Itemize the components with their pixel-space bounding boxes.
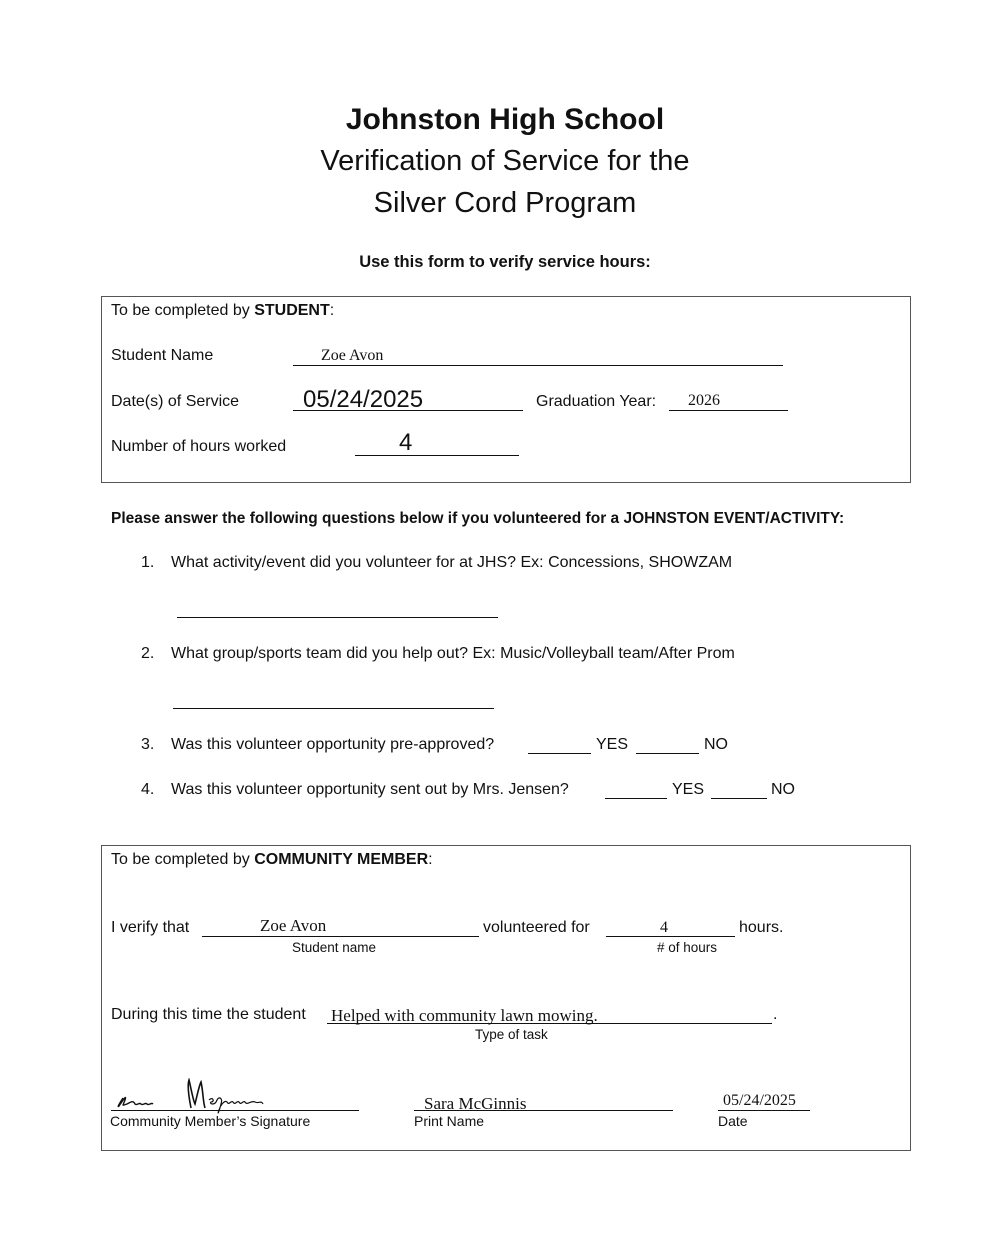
question-2-number: 2. xyxy=(141,645,155,662)
questions-heading: Please answer the following questions below if you volunteered for a JOHNSTON EVENT/ACTIVITY: xyxy=(111,510,845,527)
heading-bold: STUDENT xyxy=(254,302,330,319)
question-4-no-label: NO xyxy=(771,781,795,798)
hours-worked-value: 4 xyxy=(399,429,413,456)
question-3-yes-label: YES xyxy=(596,736,629,753)
volunteered-for-label: volunteered for xyxy=(483,919,590,936)
dates-of-service-field[interactable] xyxy=(293,386,523,413)
heading-bold: COMMUNITY MEMBER xyxy=(254,851,429,868)
student-name-caption: Student name xyxy=(292,940,377,955)
signature-caption: Community Member’s Signature xyxy=(110,1113,311,1129)
heading-prefix: To be completed by xyxy=(111,851,255,868)
question-3-number: 3. xyxy=(141,736,155,753)
graduation-year-value: 2026 xyxy=(688,392,720,409)
question-3-no-label: NO xyxy=(704,736,728,753)
date-field[interactable] xyxy=(718,1092,810,1111)
date-value: 05/24/2025 xyxy=(723,1092,796,1109)
verify-student-name-field[interactable] xyxy=(202,918,479,937)
task-field[interactable] xyxy=(327,1005,772,1024)
question-4-yes-field[interactable] xyxy=(605,780,667,799)
print-name-caption: Print Name xyxy=(414,1113,485,1129)
student-section-heading xyxy=(111,302,334,320)
date-caption: Date xyxy=(718,1113,748,1129)
task-caption: Type of task xyxy=(475,1027,548,1042)
question-1-number: 1. xyxy=(141,554,155,571)
dates-of-service-value: 05/24/2025 xyxy=(303,386,424,413)
hours-worked-label: Number of hours worked xyxy=(111,438,287,455)
signature-field[interactable] xyxy=(111,1092,359,1111)
question-4-text: Was this volunteer opportunity sent out by Mrs. Jensen? xyxy=(171,781,569,798)
verify-student-name-value: Zoe Avon xyxy=(260,916,327,935)
school-name: Johnston High School xyxy=(345,103,665,136)
question-4-no-field[interactable] xyxy=(711,780,767,799)
student-name-value: Zoe Avon xyxy=(321,347,384,364)
task-suffix: . xyxy=(773,1006,778,1023)
question-3-yes-field[interactable] xyxy=(528,735,591,754)
print-name-field[interactable] xyxy=(414,1092,673,1111)
hours-suffix: hours. xyxy=(739,919,784,936)
hours-worked-field[interactable] xyxy=(355,429,519,456)
graduation-year-label: Graduation Year: xyxy=(536,393,657,410)
graduation-year-field[interactable] xyxy=(669,392,788,411)
verify-hours-value: 4 xyxy=(660,919,668,936)
question-4-yes-label: YES xyxy=(672,781,705,798)
heading-prefix: To be completed by xyxy=(111,302,255,319)
form-instruction: Use this form to verify service hours: xyxy=(359,253,651,271)
heading-suffix: : xyxy=(329,302,335,319)
student-name-field[interactable] xyxy=(293,347,783,366)
student-name-label: Student Name xyxy=(111,347,214,364)
question-2-text: What group/sports team did you help out? Ex: Music/Volleyball team/After Prom xyxy=(171,645,735,662)
dates-of-service-label: Date(s) of Service xyxy=(111,393,240,410)
question-1-answer-field[interactable] xyxy=(177,599,498,618)
question-4-number: 4. xyxy=(141,781,155,798)
community-section-heading xyxy=(111,851,433,869)
hours-caption: # of hours xyxy=(657,940,718,955)
heading-suffix: : xyxy=(428,851,433,868)
form-title-line1: Verification of Service for the xyxy=(320,145,690,177)
task-prefix: During this time the student xyxy=(111,1006,306,1023)
question-3-no-field[interactable] xyxy=(636,735,699,754)
question-1-text: What activity/event did you volunteer for at JHS? Ex: Concessions, SHOWZAM xyxy=(171,554,733,571)
verify-hours-field[interactable] xyxy=(606,918,735,937)
print-name-value: Sara McGinnis xyxy=(424,1094,527,1113)
question-2-answer-field[interactable] xyxy=(173,690,494,709)
question-3-text: Was this volunteer opportunity pre-approved? xyxy=(171,736,495,753)
task-value: Helped with community lawn mowing. xyxy=(331,1006,598,1025)
form-title-line2: Silver Cord Program xyxy=(373,187,637,219)
verify-prefix: I verify that xyxy=(111,919,190,936)
